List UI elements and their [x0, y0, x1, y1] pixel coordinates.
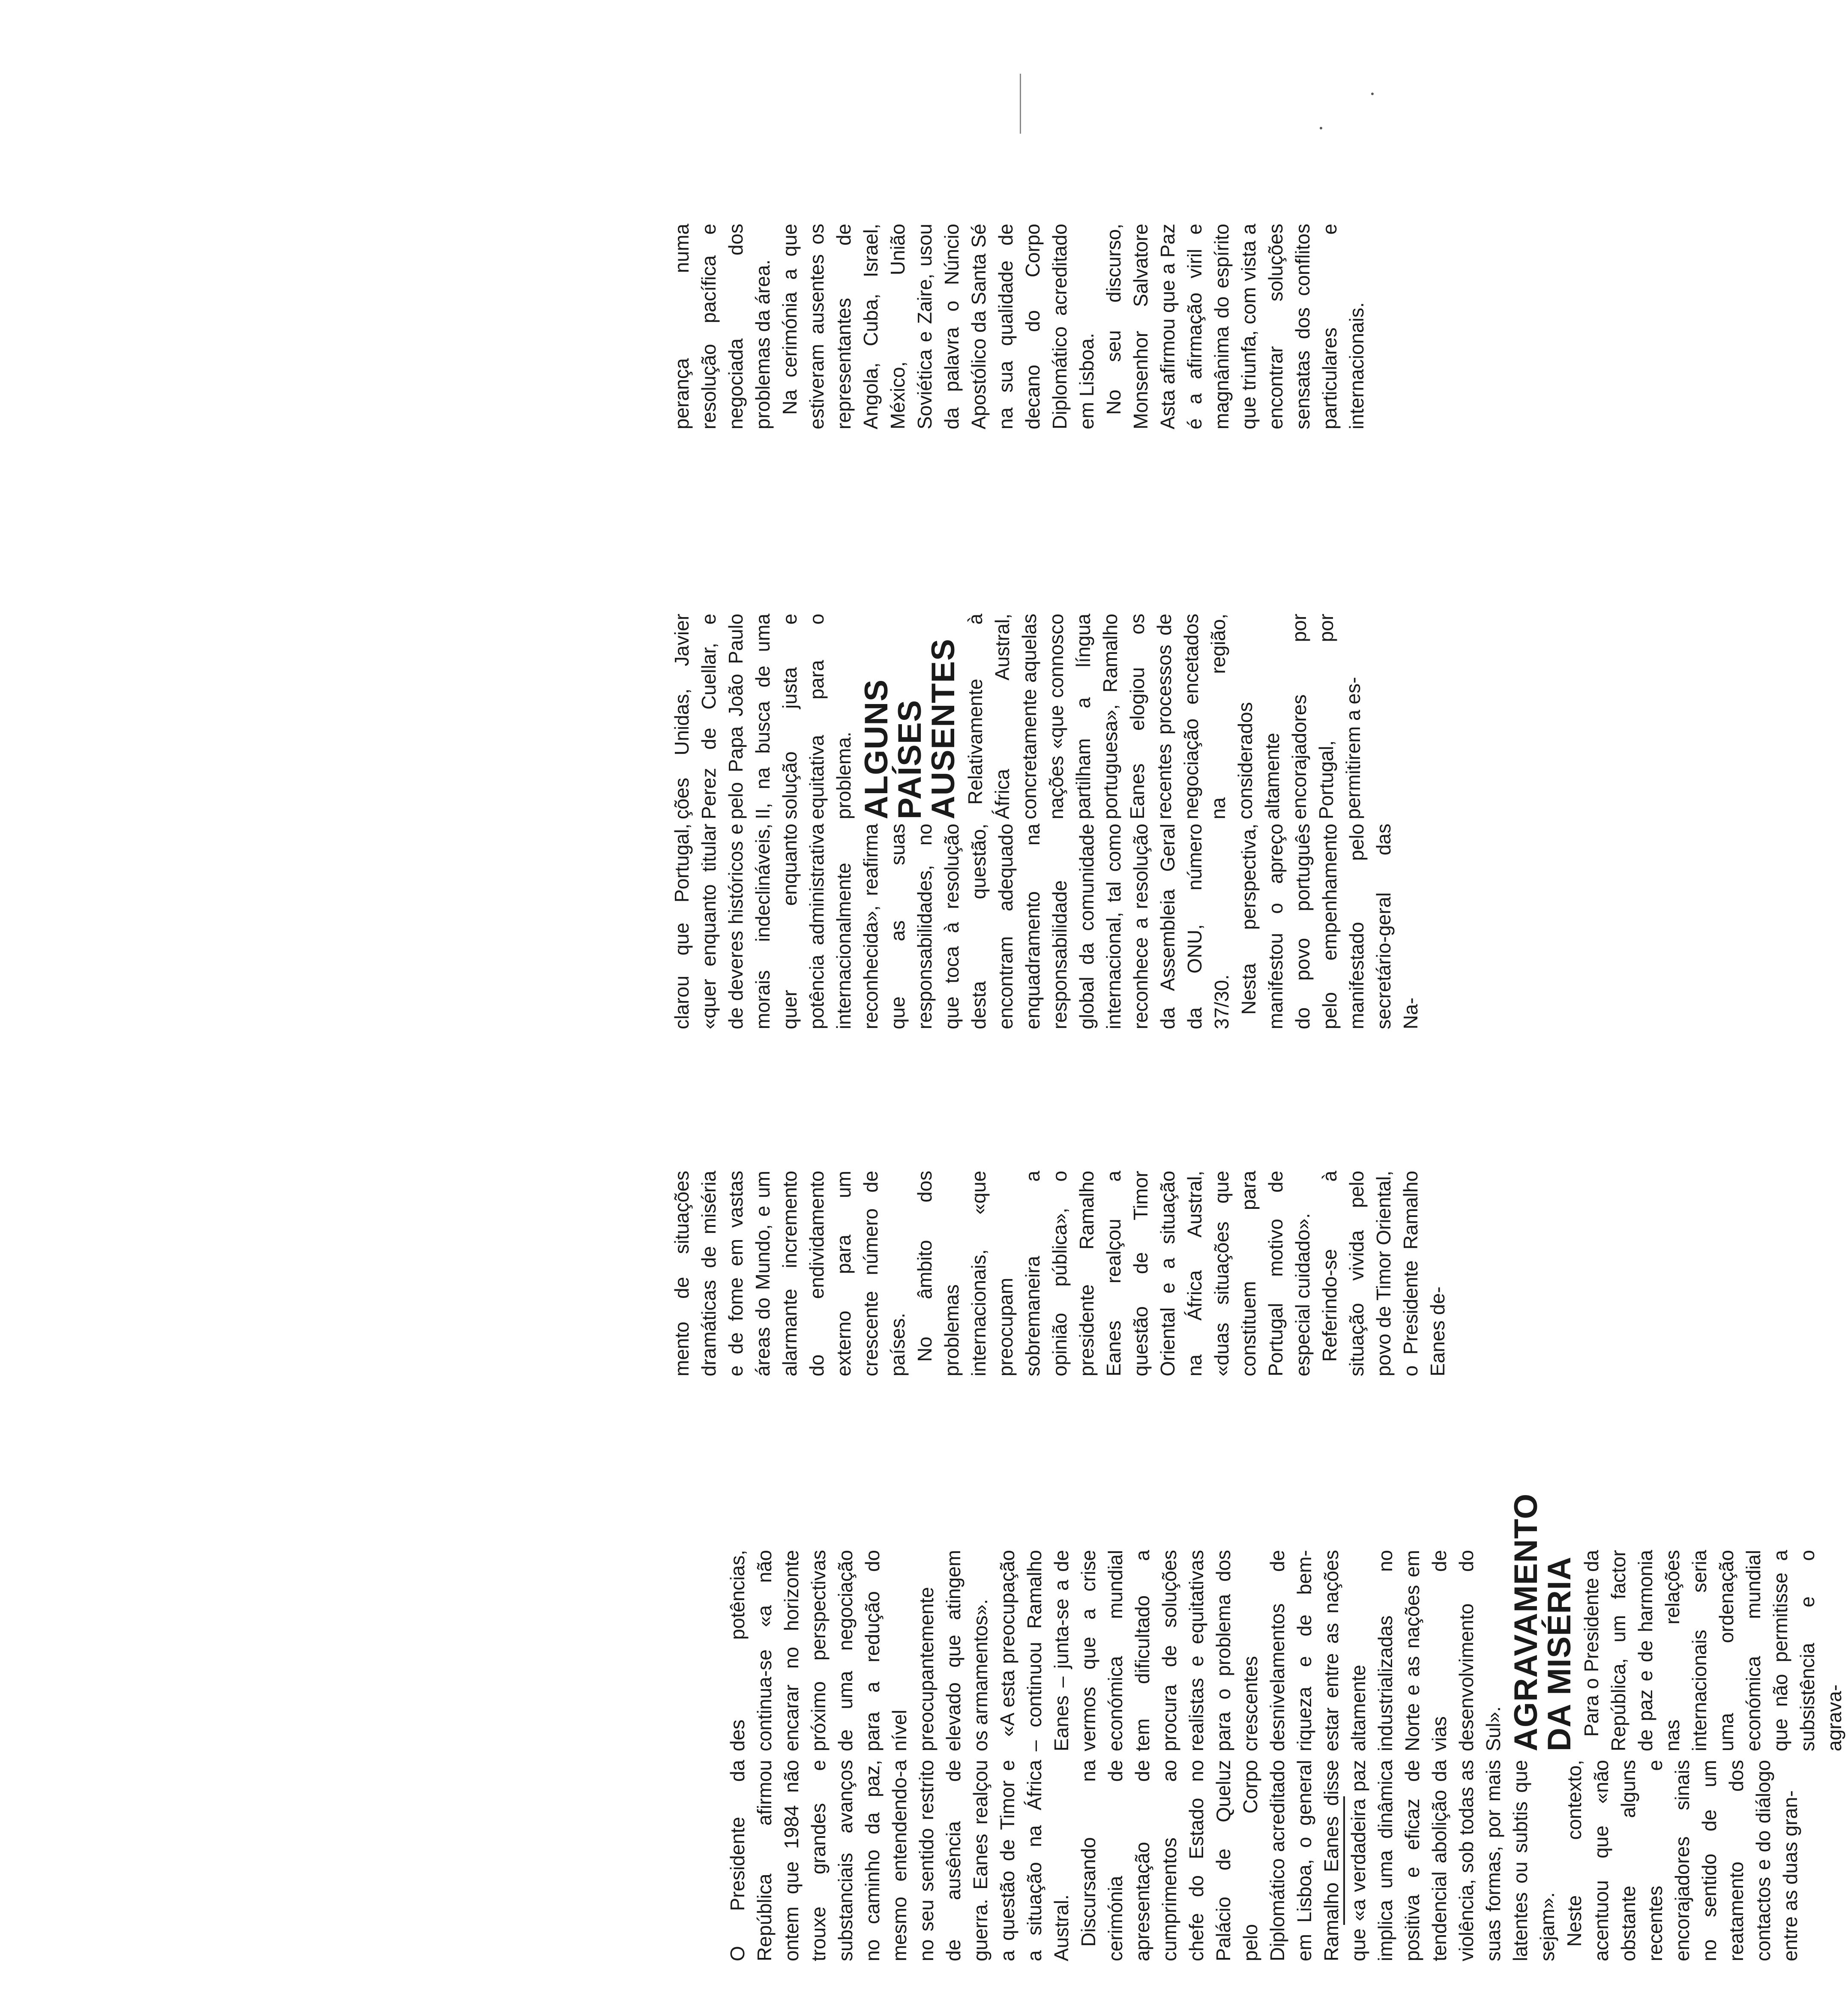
scan-speck [1371, 93, 1374, 95]
paragraph: Relativamente à África Austral, concretamente aquelas nações «que connosco partilham a língua portuguesa», Ramalho Eanes elogiou os recentes processos de negociação encetados na região, considerados altamente encorajadores por Portugal, por permitirem a es- [964, 614, 1364, 819]
subheading-agravamento: AGRAVAMENTO DA MISÉRIA [1508, 1493, 1578, 1751]
article-column-3 [668, 1171, 1451, 1376]
paragraph: Neste contexto, acentuou que «não obstante alguns recentes e encorajadores sinais no sentido de um reatamento dos contactos e do diálogo entre as duas gran- [1563, 1760, 1801, 1961]
paragraph: Discursando na cerimónia de apresentação de cumprimentos ao chefe do Estado no Palácio de Queluz pelo Corpo Diplomático acreditado em Lisboa, o general Ramalho Eanes disse que «a verdadeira paz implica uma dinâmica positiva e eficaz de tendencial abolição da violência, sob todas as suas formas, por mais latentes ou subtis que sejam». [1077, 1760, 1558, 1961]
paragraph: clarou que Portugal, «quer enquanto titular de deveres históricos e morais indeclináveis, quer enquanto potência administrativa internacionalmente reconhecida», reafirma que as suas responsabilidades, no que toca à resolução desta questão, encontram adequado enquadramento na responsabilidade global da comunidade internacional, tal como reconhece a resolução da Assembleia Geral da ONU, número 37/30. [671, 824, 1233, 1029]
article-column-6 [668, 224, 1370, 429]
article-column-1 [724, 1760, 1804, 1961]
paragraph: O Presidente da República afirmou ontem que 1984 não trouxe grandes e substanciais avanços no caminho da paz, mesmo entendendo-a no seu sentido restrito de ausência de guerra. Eanes realçou a questão de Timor e a situação na África Austral. [726, 1760, 1072, 1961]
paragraph: No âmbito dos problemas internacionais, «que preocupam sobremaneira a opinião pública», o presidente Ramalho Eanes realçou a questão de Timor Oriental e a situação na África Austral, «duas situações que constituem para Portugal motivo de especial cuidado». [914, 1171, 1314, 1376]
paragraph: des potências, continua-se «a não encarar no horizonte próximo perspectivas de uma negociação para a redução do nível preocupantemente elevado que atingem os armamentos». [726, 1550, 991, 1751]
paragraph: Para o Presidente da República, um factor de paz e de harmonia nas relações internacionais seria uma ordenação económica mundial que não permitisse a subsistência e o agrava- [1580, 1550, 1845, 1751]
paragraph: Referindo-se à situação vivida pelo povo de Timor Oriental, o Presidente Ramalho Eanes de- [1318, 1171, 1449, 1376]
paragraph: mento de situações dramáticas de miséria e de fome em vastas áreas do Mundo, e um alarmante incremento do endividamento externo para um crescente número de países. [671, 1171, 909, 1376]
column-end-rule [1020, 74, 1021, 134]
article-column-5 [668, 614, 1367, 819]
paragraph: No seu discurso, Monsenhor Salvatore Asta afirmou que a Paz é a afirmação viril e magnânima do espírito que triunfa, com vista a encontrar soluções sensatas dos conflitos particulares e internacionais. [1102, 224, 1368, 429]
article-column-4 [668, 824, 1424, 1029]
paragraph: ções Unidas, Javier Perez de Cuellar, e pelo Papa João Paulo II, na busca de uma solução justa e equitativa para o problema. [671, 614, 855, 819]
subheading-alguns-paises: ALGUNS PAÍSES AUSENTES [858, 638, 961, 819]
article-column-2 [724, 1493, 1848, 1751]
paragraph: Nesta perspectiva, manifestou o apreço do povo português pelo empenhamento manifestado pelo secretário-geral das Na- [1237, 824, 1422, 1029]
paragraph: perança numa resolução pacífica e negociada dos problemas da área. [671, 224, 774, 429]
column-end-rule [1343, 1796, 1345, 1925]
scan-speck [1320, 127, 1322, 129]
paragraph: Na cerimónia a que estiveram ausentes os representantes de Angola, Cuba, Israel, México, União Soviética e Zaire, usou da palavra o Núncio Apostólico da Santa Sé na sua qualidade de decano do Corpo Diplomático acreditado em Lisboa. [779, 224, 1098, 429]
paragraph: «A esta preocupação – continuou Ramalho Eanes – junta-se a de vermos que a crise económica mundial tem dificultado a procura de soluções realistas e equitativas para o problema dos crescentes desnivelamentos de riqueza e de bem-estar entre as nações altamente industrializadas no Norte e as nações em vias de desenvolvimento do Sul». [996, 1550, 1504, 1751]
